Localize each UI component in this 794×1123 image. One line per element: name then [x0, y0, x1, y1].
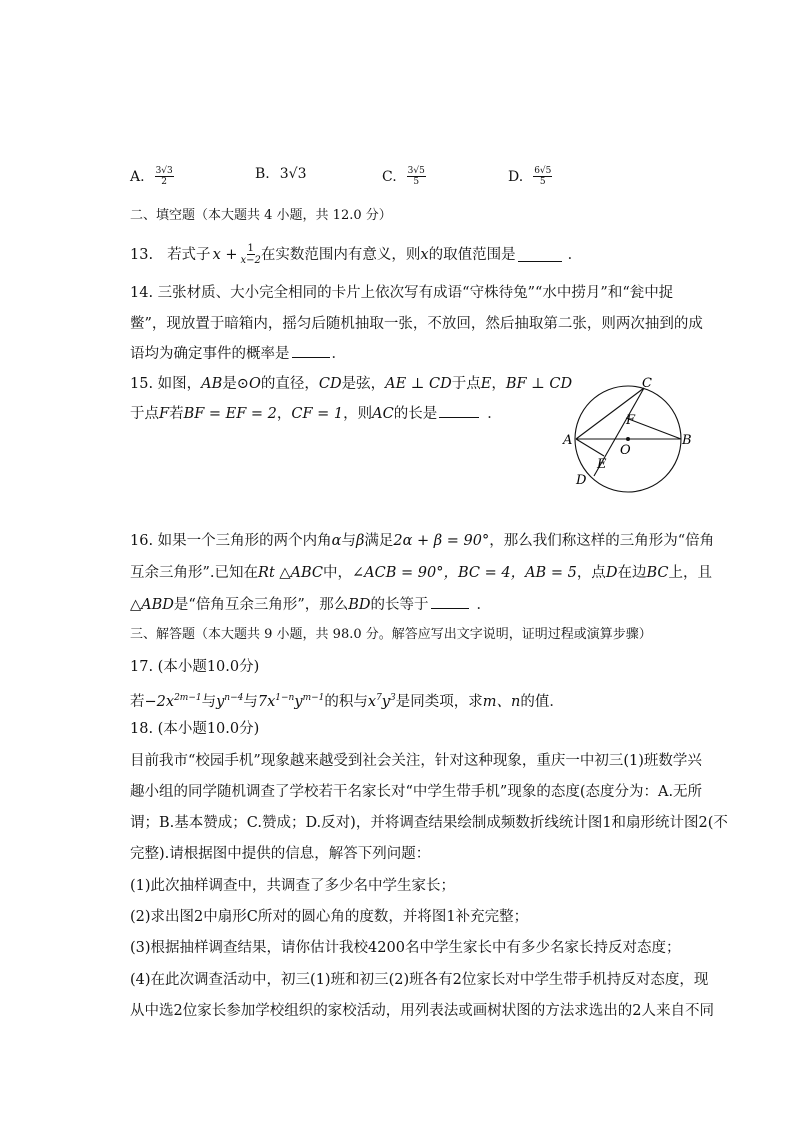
choice-b: B. 3√3: [255, 166, 307, 182]
question-18-item-2: (2)求出图2中扇形C所对的圆心角的度数，并将图1补充完整；: [130, 909, 529, 925]
question-17-body: 若$-2x^{2m-1}$与$y^{n-4}$与$7x^{1-n}y^{m-1}$的积与$x^7y^3$是同类项，求m、n的值．: [130, 693, 564, 710]
choice-c: C. $\frac{3√5}{5}$: [382, 166, 425, 187]
question-18-item-4-line-2: 从中选2位家长参加学校组织的家校活动，用列表法或画树状图的方法求选出的2人来自不同: [130, 1003, 714, 1019]
label-d: D: [576, 473, 587, 488]
center-point-o: [626, 437, 630, 441]
choice-a-fraction: $\frac{3√3}{2}$: [155, 166, 173, 187]
question-18-para-line-3: 谓；B.基本赞成；C.赞成；D.反对)，并将调查结果绘制成频数折线统计图1和扇形统计图2(不: [130, 815, 728, 831]
q13-answer-blank: [518, 247, 562, 262]
choice-d-fraction: $\frac{6√5}{5}$: [534, 166, 552, 187]
question-16-line-2: 互余三角形”.已知在Rt △ABC中，∠ACB = 90°，BC = 4，AB = 5，点D在边BC上，且: [130, 565, 712, 581]
label-f: F: [626, 413, 636, 428]
question-18-item-4-line-1: (4)在此次调查活动中，初三(1)班和初三(2)班各有2位家长对中学生带手机持反对态度，现: [130, 972, 709, 988]
section-solutions-heading: 三、解答题（本大题共 9 小题，共 98.0 分。解答应写出文字说明，证明过程或演算步骤）: [130, 627, 652, 642]
question-15-line-1: 15. 如图，AB是⊙O的直径，CD是弦，AE ⊥ CD于点E，BF ⊥ CD: [130, 376, 573, 392]
question-17-heading: 17. (本小题10.0分): [130, 659, 260, 675]
q16-answer-blank: [431, 594, 469, 609]
q13-fraction: $\frac{1}{x-2}$: [240, 243, 261, 266]
q15-answer-blank: [439, 403, 479, 418]
label-b: B: [682, 433, 692, 448]
question-13: 13. 若式子 x + $\frac{1}{x-2}$ 在实数范围内有意义，则 x 的取值范围是 ．: [130, 243, 583, 266]
question-14-line-2: 鳖”，现放置于暗箱内，摇匀后随机抽取一张，不放回，然后抽取第二张，则两次抽到的成: [130, 316, 703, 332]
choice-d: D. $\frac{6√5}{5}$: [508, 166, 552, 187]
question-18-heading: 18. (本小题10.0分): [130, 721, 260, 737]
question-18-item-1: (1)此次抽样调查中，共调查了多少名中学生家长；: [130, 878, 456, 894]
label-o: O: [620, 443, 631, 458]
question-18-para-line-4: 完整).请根据图中提供的信息，解答下列问题：: [130, 846, 431, 862]
q14-answer-blank: [292, 343, 330, 358]
question-14-line-1: 14. 三张材质、大小完全相同的卡片上依次写有成语“守株待兔”“水中捞月”和“瓮中捉: [130, 285, 674, 301]
label-c: C: [642, 376, 652, 391]
question-18-para-line-2: 趣小组的同学随机调查了学校若干名家长对“中学生带手机”现象的态度(态度分为：A.无所: [130, 784, 703, 800]
question-16-line-1: 16. 如果一个三角形的两个内角α与β满足2α + β = 90°，那么我们称这样的三角形为“倍角: [130, 533, 715, 549]
question-18-item-3: (3)根据抽样调查结果，请你估计我校4200名中学生家长中有多少名家长持反对态度；: [130, 940, 681, 956]
circle-geometry-figure: [560, 372, 700, 500]
choice-c-fraction: $\frac{3√5}{5}$: [407, 166, 425, 187]
label-e: E: [597, 457, 607, 472]
question-18-para-line-1: 目前我市“校园手机”现象越来越受到社会关注，针对这种现象，重庆一中初三(1)班数学兴: [130, 753, 702, 769]
question-15-line-2: 于点F若BF = EF = 2，CF = 1，则AC的长是 ．: [130, 403, 502, 424]
label-a: A: [563, 433, 573, 448]
question-16-line-3: △ABD是“倍角互余三角形”，那么BD的长等于 ．: [130, 594, 491, 615]
question-14-line-3: 语均为确定事件的概率是 ．: [130, 343, 346, 364]
segment-ae: [576, 439, 604, 456]
section-fill-in-heading: 二、填空题（本大题共 4 小题，共 12.0 分）: [130, 208, 392, 223]
choice-a: A. $\frac{3√3}{2}$: [130, 166, 173, 187]
